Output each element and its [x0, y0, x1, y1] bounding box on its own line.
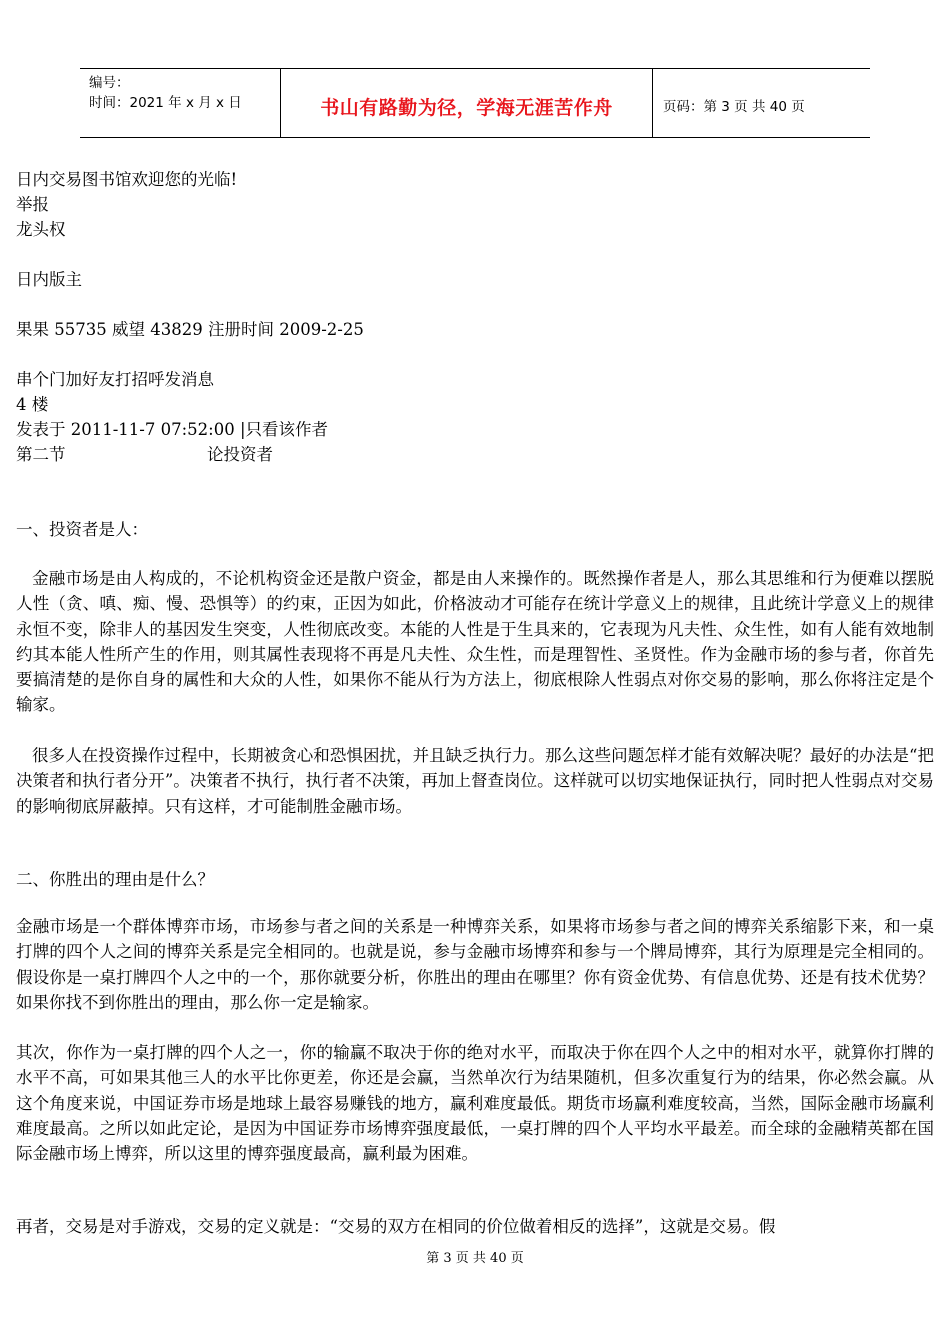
header-motto: 书山有路勤为径，学海无涯苦作舟: [320, 96, 613, 119]
report-link[interactable]: 举报: [16, 195, 49, 214]
heading-reason-to-win: 二、你胜出的理由是什么？: [16, 870, 214, 889]
header-id-label: 编号：: [89, 75, 130, 91]
post-timestamp: 发表于 2011-11-7 07:52:00 |只看该作者: [16, 420, 329, 439]
paragraph-2: 很多人在投资操作过程中，长期被贪心和恐惧困扰，并且缺乏执行力。那么这些问题怎样才能有效解决呢？最好的办法是“把决策者和执行者分开”。决策者不执行，执行者不决策，再加上督查岗位。这样就可以切实地保证执行，同时把人性弱点对交易的影响彻底屏蔽掉。只有这样，才可能制胜金融市场。: [16, 746, 934, 816]
paragraph-4: 其次，你作为一桌打牌的四个人之一，你的输赢不取决于你的绝对水平，而取决于你在四个人之中的相对水平，就算你打牌的水平不高，可如果其他三人的水平比你更差，你还是会赢，当然单次行为结果随机，但多次重复行为的结果，你必然会赢。从这个角度来说，中国证券市场是地球上最容易赚钱的地方，赢利难度最低。期货市场赢利难度较高，当然，国际金融市场赢利难度最高。之所以如此定论，是因为中国证券市场博弈强度最低，一桌打牌的四个人平均水平最差。而全球的金融精英都在国际金融市场上博弈，所以这里的博弈强度最高，赢利最为困难。: [16, 1043, 934, 1164]
header-meta: [80, 69, 281, 137]
header-page-info-cell: [653, 69, 870, 137]
header-page-info: 页码：第 3 页 共 40 页: [663, 99, 805, 115]
post-floor: 4 楼: [16, 395, 49, 414]
section-title: 论投资者: [207, 445, 273, 464]
document-header: [80, 68, 870, 138]
welcome-text: 日内交易图书馆欢迎您的光临!: [16, 170, 238, 189]
heading-investors-are-human: 一、投资者是人：: [16, 520, 148, 539]
header-date: 时间：2021 年 x 月 x 日: [89, 95, 242, 111]
paragraph-3: 金融市场是一个群体博弈市场，市场参与者之间的关系是一种博弈关系，如果将市场参与者之间的博弈关系缩影下来，和一桌打牌的四个人之间的博弈关系是完全相同的。也就是说，参与金融市场博弈和参与一个牌局博弈，其行为原理是完全相同的。假设你是一桌打牌四个人之中的一个，那你就要分析，你胜出的理由在哪里？你有资金优势、有信息优势、还是有技术优势？如果你找不到你胜出的理由，那么你一定是输家。: [16, 917, 934, 1012]
section-number: 第二节: [16, 445, 66, 464]
author-stats: 果果 55735 威望 43829 注册时间 2009-2-25: [16, 320, 364, 339]
header-motto-cell: [281, 69, 653, 137]
author-name[interactable]: 龙头权: [16, 220, 66, 239]
author-actions[interactable]: 串个门加好友打招呼发消息: [16, 370, 214, 389]
paragraph-5: 再者，交易是对手游戏，交易的定义就是：“交易的双方在相同的价位做着相反的选择”，这就是交易。假: [16, 1217, 776, 1236]
author-role: 日内版主: [16, 270, 82, 289]
page-footer: 第 3 页 共 40 页: [426, 1251, 524, 1266]
paragraph-1: 金融市场是由人构成的，不论机构资金还是散户资金，都是由人来操作的。既然操作者是人，那么其思维和行为便难以摆脱人性（贪、嗔、痴、慢、恐惧等）的约束，正因为如此，价格波动才可能存在统计学意义上的规律，且此统计学意义上的规律永恒不变，除非人的基因发生突变，人性彻底改变。本能的人性是于生具来的，它表现为凡夫性、众生性，如有人能有效地制约其本能人性所产生的作用，则其属性表现将不再是凡夫性、众生性，而是理智性、圣贤性。作为金融市场的参与者，你首先要搞清楚的是你自身的属性和大众的人性，如果你不能从行为方法上，彻底根除人性弱点对你交易的影响，那么你将注定是个输家。: [16, 569, 934, 715]
